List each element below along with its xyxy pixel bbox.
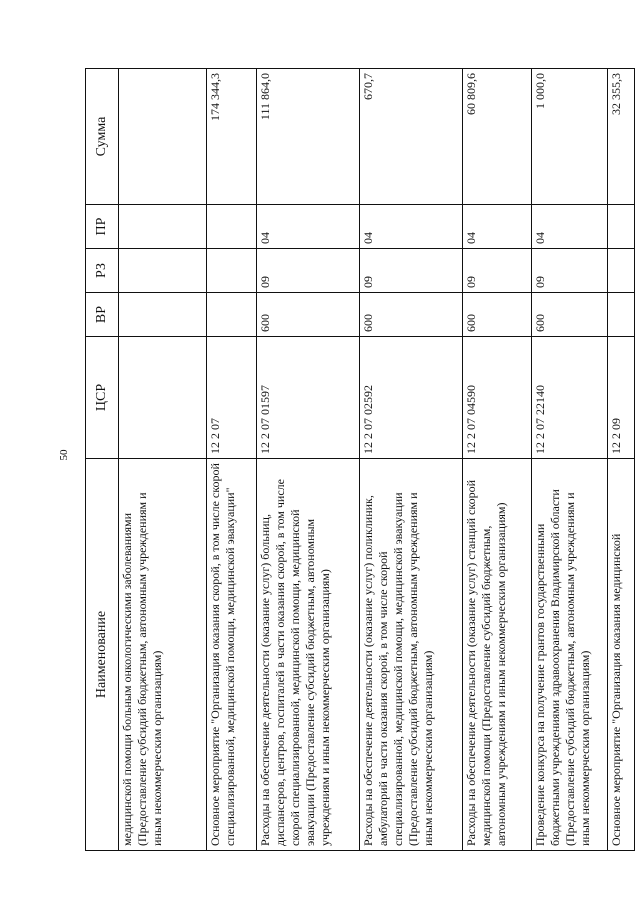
row-rz	[207, 249, 257, 293]
page-number: 50	[58, 449, 70, 461]
row-vr: 600	[257, 293, 360, 337]
row-vr: 600	[360, 293, 463, 337]
row-csr: 12 2 07 01597	[257, 337, 360, 459]
row-vr	[608, 293, 635, 337]
row-name: Основное мероприятие "Организация оказания скорой, в том числе скорой специализированной, медицинской помощи, медицинской эвакуации"	[207, 459, 257, 851]
rotated-table-area	[85, 69, 623, 851]
table-row	[532, 69, 608, 851]
column-header-vr: ВР	[86, 293, 119, 337]
table-row	[463, 69, 532, 851]
row-rz	[608, 249, 635, 293]
row-amount: 60 809,6	[463, 69, 532, 205]
column-header-name: Наименование	[86, 459, 119, 851]
row-rz: 09	[532, 249, 608, 293]
rotated-page-content	[85, 69, 623, 851]
row-pr: 04	[257, 205, 360, 249]
row-vr: 600	[463, 293, 532, 337]
row-amount: 32 355,3	[608, 69, 635, 205]
row-csr: 12 2 07 22140	[532, 337, 608, 459]
column-header-rz: РЗ	[86, 249, 119, 293]
table-row	[257, 69, 360, 851]
row-name: Проведение конкурса на получение грантов государственными бюджетными учреждениями здравоохранения Владимирской области (Предоставление субсидий бюджетным, автономным учреждениям и иным некоммерческим организациям)	[532, 459, 608, 851]
row-csr: 12 2 07 04590	[463, 337, 532, 459]
row-rz: 09	[257, 249, 360, 293]
row-amount: 111 864,0	[257, 69, 360, 205]
row-name: Расходы на обеспечение деятельности (оказание услуг) станций скорой медицинской помощи (Предоставление субсидий бюджетным, автономным учреждениям и иным некоммерческим организациям)	[463, 459, 532, 851]
budget-table	[85, 68, 635, 851]
row-name: Расходы на обеспечение деятельности (оказание услуг) поликлиник, амбулаторий в части оказания скорой, в том числе скорой специализированной, медицинской помощи, медицинской эвакуации (Предоставление субсидий бюджетным, автономным учреждениям и иным некоммерческим организациям)	[360, 459, 463, 851]
row-name: медицинской помощи больным онкологическими заболеваниями (Предоставление субсидий бюджетным, автономным учреждениям и иным некоммерческим организациям)	[119, 459, 207, 851]
row-pr	[119, 205, 207, 249]
row-vr: 600	[532, 293, 608, 337]
row-csr: 12 2 07 02592	[360, 337, 463, 459]
table-row	[207, 69, 257, 851]
row-amount: 1 000,0	[532, 69, 608, 205]
row-pr	[207, 205, 257, 249]
row-amount	[119, 69, 207, 205]
column-header-amount: Сумма	[86, 69, 119, 205]
row-csr: 12 2 09	[608, 337, 635, 459]
row-amount: 174 344,3	[207, 69, 257, 205]
row-amount: 670,7	[360, 69, 463, 205]
column-header-pr: ПР	[86, 205, 119, 249]
row-pr: 04	[532, 205, 608, 249]
row-pr: 04	[463, 205, 532, 249]
row-csr	[119, 337, 207, 459]
row-rz: 09	[463, 249, 532, 293]
row-rz: 09	[360, 249, 463, 293]
row-vr	[119, 293, 207, 337]
row-csr: 12 2 07	[207, 337, 257, 459]
row-pr: 04	[360, 205, 463, 249]
table-row	[608, 69, 635, 851]
table-row	[119, 69, 207, 851]
column-header-csr: ЦСР	[86, 337, 119, 459]
table-header-row	[86, 69, 119, 851]
row-rz	[119, 249, 207, 293]
row-pr	[608, 205, 635, 249]
table-row	[360, 69, 463, 851]
row-name: Основное мероприятие "Организация оказания медицинской	[608, 459, 635, 851]
row-name: Расходы на обеспечение деятельности (оказание услуг) больниц, диспансеров, центров, госпиталей в части оказания скорой, в том числе скорой специализированной, медицинской помощи, медицинской эвакуации (Предоставление субсидий бюджетным, автономным учреждениям и иным некоммерческим организациям)	[257, 459, 360, 851]
row-vr	[207, 293, 257, 337]
